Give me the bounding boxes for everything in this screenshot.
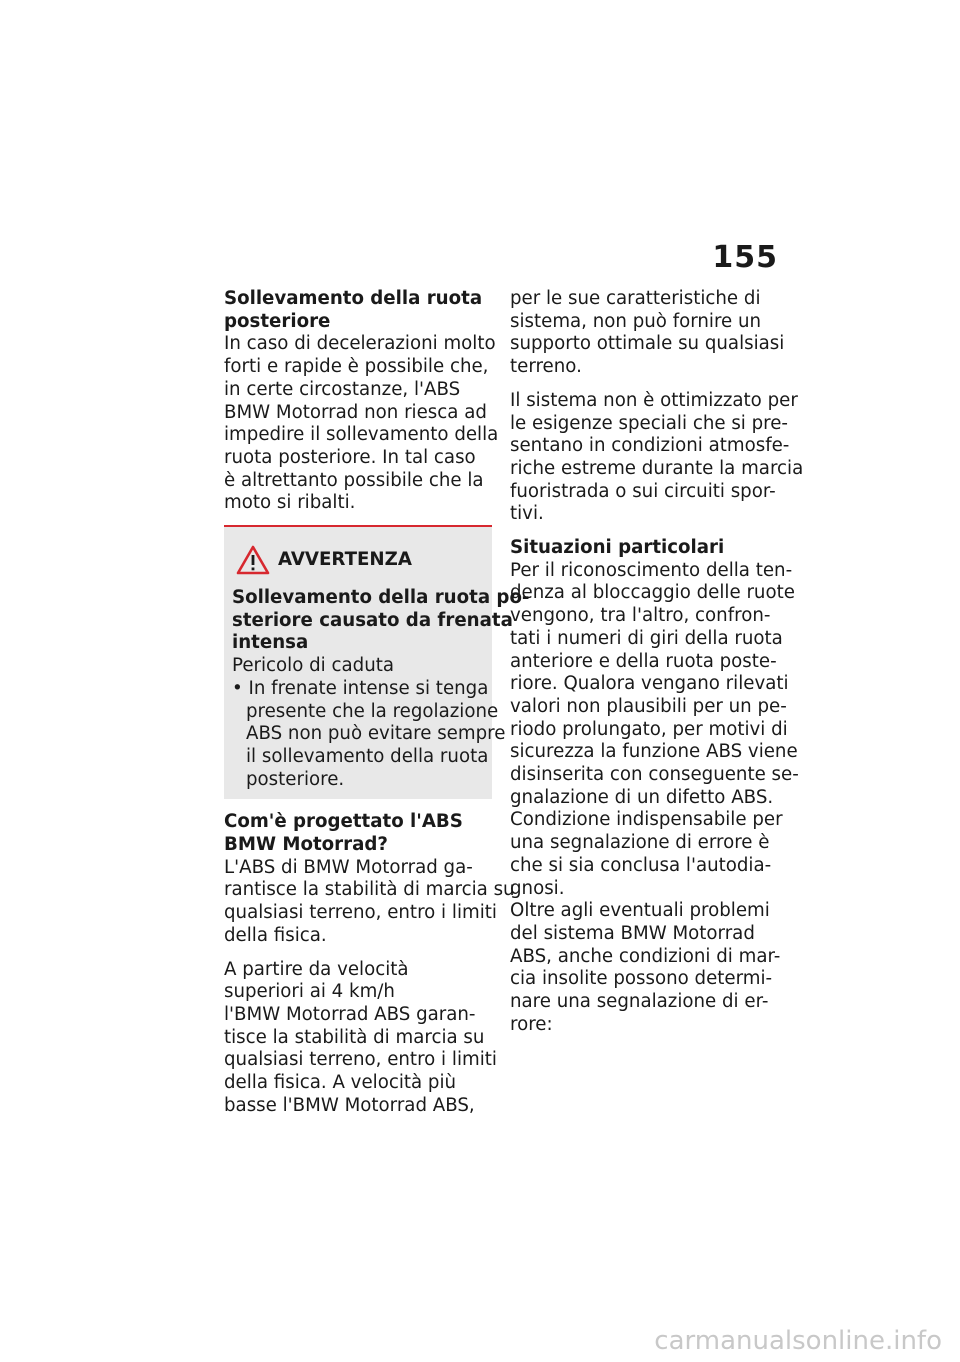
warning-header bbox=[232, 545, 492, 575]
text-line: l'BMW Motorrad ABS garan- bbox=[224, 1003, 476, 1025]
paragraph bbox=[510, 288, 785, 379]
right-column bbox=[510, 288, 804, 1037]
warning-triangle-icon bbox=[236, 545, 270, 575]
section-heading-abs-design bbox=[224, 811, 492, 856]
text-line: posteriore. bbox=[246, 768, 345, 790]
text-line: presente che la regolazione bbox=[246, 700, 499, 722]
text-line: è altrettanto possibile che la bbox=[224, 469, 484, 491]
text-line: Per il riconoscimento della ten- bbox=[510, 559, 793, 581]
text-line: riche estreme durante la marcia bbox=[510, 457, 804, 479]
text-line: supporto ottimale su qualsiasi bbox=[510, 333, 785, 355]
heading-line: BMW Motorrad? bbox=[224, 834, 388, 856]
text-line: fuoristrada o sui circuiti spor- bbox=[510, 480, 776, 502]
text-line: gnalazione di un difetto ABS. bbox=[510, 786, 774, 808]
text-line: A partire da velocità bbox=[224, 958, 409, 980]
text-line: moto si ribalti. bbox=[224, 492, 356, 514]
paragraph bbox=[224, 856, 515, 948]
warning-risk: Pericolo di caduta bbox=[232, 655, 394, 677]
text-line: riodo prolungato, per motivi di bbox=[510, 718, 788, 740]
text-line: il sollevamento della ruota bbox=[246, 745, 489, 767]
paragraph bbox=[224, 333, 499, 515]
text-line: • In frenate intense si tenga bbox=[232, 677, 489, 699]
paragraph bbox=[510, 389, 804, 526]
warning-title: AVVERTENZA bbox=[278, 548, 412, 570]
text-line: del sistema BMW Motorrad bbox=[510, 922, 755, 944]
text-line: Condizione indispensabile per bbox=[510, 809, 783, 831]
text-line: rantisce la stabilità di marcia su bbox=[224, 879, 515, 901]
paragraph bbox=[224, 958, 497, 1118]
text-line: terreno. bbox=[510, 356, 582, 378]
text-line: tivi. bbox=[510, 503, 544, 525]
text-line: sicurezza la funzione ABS viene bbox=[510, 741, 798, 763]
text-line: riore. Qualora vengano rilevati bbox=[510, 673, 789, 695]
text-line: anteriore e della ruota poste- bbox=[510, 650, 777, 672]
heading-line: Sollevamento della ruota bbox=[224, 288, 483, 309]
text-line: Il sistema non è ottimizzato per bbox=[510, 389, 798, 411]
text-line: superiori ai 4 km/h bbox=[224, 981, 395, 1003]
text-line: cia insolite possono determi- bbox=[510, 968, 773, 990]
text-line: ABS, anche condizioni di mar- bbox=[510, 945, 781, 967]
text-line: sistema, non può fornire un bbox=[510, 310, 762, 332]
warning-bullet bbox=[232, 677, 506, 792]
text-line: in certe circostanze, l'ABS bbox=[224, 378, 461, 400]
text-line: denza al bloccaggio delle ruote bbox=[510, 582, 795, 604]
text-line: della fisica. A velocità più bbox=[224, 1072, 457, 1094]
text-line: ABS non può evitare sempre bbox=[246, 723, 506, 745]
text-line: BMW Motorrad non riesca ad bbox=[224, 401, 487, 423]
page-number: 155 bbox=[712, 240, 778, 275]
text-line: disinserita con conseguente se- bbox=[510, 764, 799, 786]
text-line: rore: bbox=[510, 1013, 553, 1035]
text-line: della fisica. bbox=[224, 924, 327, 946]
text-line: ruota posteriore. In tal caso bbox=[224, 446, 476, 468]
text-line: impedire il sollevamento della bbox=[224, 424, 499, 446]
text-line: vengono, tra l'altro, confron- bbox=[510, 605, 771, 627]
heading-line: posteriore bbox=[224, 310, 331, 332]
text-line: valori non plausibili per un pe- bbox=[510, 695, 787, 717]
text-line: Sollevamento della ruota po- bbox=[232, 587, 530, 609]
warning-box bbox=[224, 525, 530, 799]
text-line: steriore causato da frenata bbox=[232, 609, 513, 631]
text-line: sentano in condizioni atmosfe- bbox=[510, 435, 790, 457]
text-line: qualsiasi terreno, entro i limiti bbox=[224, 1049, 497, 1071]
text-line: basse l'BMW Motorrad ABS, bbox=[224, 1094, 475, 1116]
text-line: tisce la stabilità di marcia su bbox=[224, 1026, 485, 1048]
text-line: qualsiasi terreno, entro i limiti bbox=[224, 902, 497, 924]
section-heading-rear-wheel-lift bbox=[224, 288, 492, 333]
text-line: nare una segnalazione di er- bbox=[510, 991, 769, 1013]
section-heading-special-situations: Situazioni particolari bbox=[510, 537, 725, 559]
text-line: In caso di decelerazioni molto bbox=[224, 333, 496, 355]
text-line: che si sia conclusa l'autodia- bbox=[510, 854, 772, 876]
heading-line: Com'è progettato l'ABS bbox=[224, 811, 463, 833]
text-line: gnosi. bbox=[510, 877, 565, 899]
text-line: L'ABS di BMW Motorrad ga- bbox=[224, 856, 473, 878]
text-line: le esigenze speciali che si pre- bbox=[510, 412, 788, 434]
text-line: Oltre agli eventuali problemi bbox=[510, 900, 770, 922]
footer-watermark: carmanualsonline.info bbox=[654, 1326, 942, 1356]
text-line: tati i numeri di giri della ruota bbox=[510, 627, 783, 649]
text-line: intensa bbox=[232, 632, 309, 654]
text-line: una segnalazione di errore è bbox=[510, 832, 770, 854]
text-line: per le sue caratteristiche di bbox=[510, 288, 761, 309]
text-line: forti e rapide è possibile che, bbox=[224, 356, 489, 378]
paragraph bbox=[510, 559, 799, 1037]
warning-subtitle bbox=[232, 587, 530, 655]
